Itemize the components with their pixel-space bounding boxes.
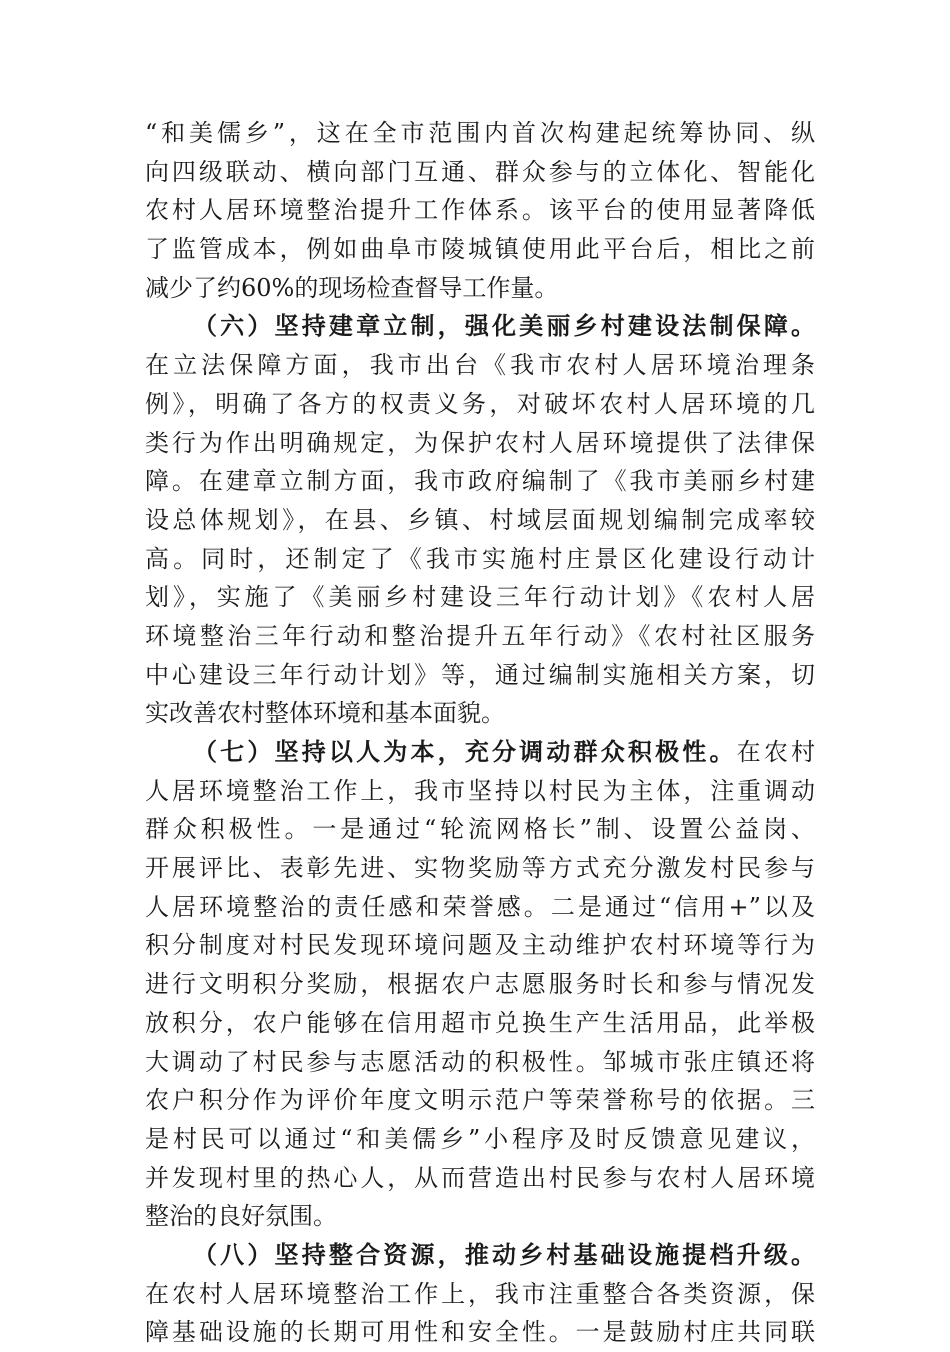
body-line: 划》，实施了《美丽乡村建设三年行动计划》《农村人居 xyxy=(145,583,815,612)
body-line: 障。在建章立制方面，我市政府编制了《我市美丽乡村建 xyxy=(145,467,815,496)
body-line: 类行为作出明确规定，为保护农村人居环境提供了法律保 xyxy=(145,428,815,457)
body-line: 向四级联动、横向部门互通、群众参与的立体化、智能化 xyxy=(145,157,815,186)
body-line: 进行文明积分奖励，根据农户志愿服务时长和参与情况发 xyxy=(145,970,815,999)
section-heading-6: （六）坚持建章立制，强化美丽乡村建设法制保障。 xyxy=(193,311,815,341)
body-line: 设总体规划》，在县、乡镇、村域层面规划编制完成率较 xyxy=(145,505,815,534)
body-line: 在农村人居环境整治工作上，我市注重整合各类资源，保 xyxy=(145,1279,815,1308)
body-line: 放积分，农户能够在信用超市兑换生产生活用品，此举极 xyxy=(145,1008,815,1037)
body-line: 减少了约60%的现场检查督导工作量。 xyxy=(145,273,559,302)
body-line: 农村人居环境整治提升工作体系。该平台的使用显著降低 xyxy=(145,196,815,225)
body-line: 环境整治三年行动和整治提升五年行动》《农村社区服务 xyxy=(145,621,815,650)
section-heading-7: （七）坚持以人为本，充分调动群众积极性。 xyxy=(193,737,737,766)
body-line: 在立法保障方面，我市出台《我市农村人居环境治理条 xyxy=(145,351,815,380)
body-line: 人居环境整治工作上，我市坚持以村民为主体，注重调动 xyxy=(145,776,815,805)
body-line: 开展评比、表彰先进、实物奖励等方式充分激发村民参与 xyxy=(145,854,815,883)
section-heading-8: （八）坚持整合资源，推动乡村基础设施提档升级。 xyxy=(193,1239,815,1269)
body-line: 了监管成本，例如曲阜市陵城镇使用此平台后，相比之前 xyxy=(145,235,815,264)
body-line: 实改善农村整体环境和基本面貌。 xyxy=(145,699,505,728)
body-line: 并发现村里的热心人，从而营造出村民参与农村人居环境 xyxy=(145,1163,815,1192)
body-line: 积分制度对村民发现环境问题及主动维护农村环境等行为 xyxy=(145,931,815,960)
body-line: 大调动了村民参与志愿活动的积极性。邹城市张庄镇还将 xyxy=(145,1047,815,1076)
body-line: 整治的良好氛围。 xyxy=(145,1202,337,1231)
body-line: “和美儒乡”，这在全市范围内首次构建起统筹协同、纵 xyxy=(145,119,815,147)
body-line: 障基础设施的长期可用性和安全性。一是鼓励村庄共同联 xyxy=(145,1318,815,1347)
body-line: 高。同时，还制定了《我市实施村庄景区化建设行动计 xyxy=(145,544,815,573)
section-heading-7-tail: 在农村 xyxy=(736,738,815,766)
body-line: 群众积极性。一是通过“轮流网格长”制、设置公益岗、 xyxy=(145,815,815,844)
body-line: 是村民可以通过“和美儒乡”小程序及时反馈意见建议， xyxy=(145,1124,815,1153)
section-line-7 xyxy=(145,733,815,772)
body-line: 中心建设三年行动计划》等，通过编制实施相关方案，切 xyxy=(145,660,815,689)
body-line: 例》，明确了各方的权责义务，对破坏农村人居环境的几 xyxy=(145,389,815,418)
body-line: 农户积分作为评价年度文明示范户等荣誉称号的依据。三 xyxy=(145,1086,815,1115)
document-body xyxy=(145,114,815,1352)
body-line: 人居环境整治的责任感和荣誉感。二是通过“信用+”以及 xyxy=(145,892,815,921)
